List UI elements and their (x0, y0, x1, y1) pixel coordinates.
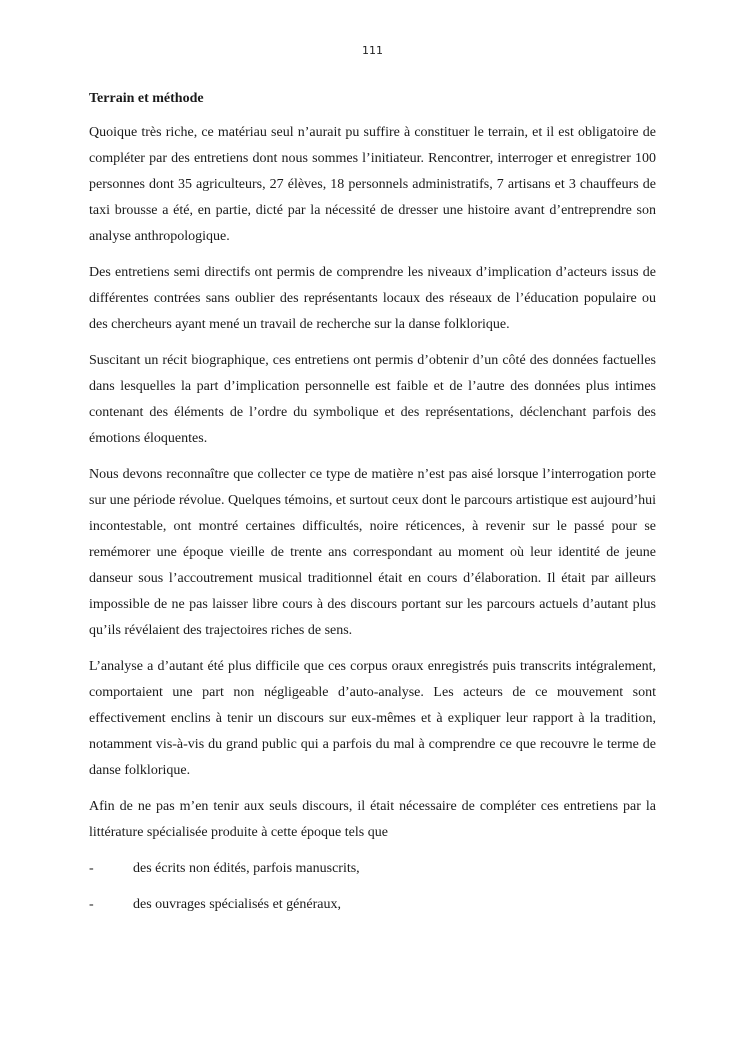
list-item (89, 892, 656, 918)
list-marker: - (89, 861, 94, 876)
list-item (89, 856, 656, 882)
section-heading: Terrain et méthode (89, 91, 204, 106)
page-content (89, 86, 656, 928)
list-item-text: des écrits non édités, parfois manuscrits, (133, 861, 360, 876)
page-number: 111 (362, 44, 383, 57)
paragraph: L’analyse a d’autant été plus difficile que ces corpus oraux enregistrés puis transcrits intégralement, comportaient une part non négligeable d’auto-analyse. Les acteurs de ce mouvement sont effectivement enclins à tenir un discours sur eux-mêmes et à expliquer leur rapport à la tradition, notamment vis-à-vis du grand public qui a parfois du mal à comprendre ce que recouvre le terme de danse folklorique. (89, 659, 656, 778)
paragraph: Des entretiens semi directifs ont permis de comprendre les niveaux d’implication d’acteurs issus de différentes contrées sans oublier des représentants locaux des réseaux de l’éducation populaire ou des chercheurs ayant mené un travail de recherche sur la danse folklorique. (89, 265, 656, 332)
list-item-text: des ouvrages spécialisés et généraux, (133, 897, 341, 912)
paragraph: Afin de ne pas m’en tenir aux seuls discours, il était nécessaire de compléter ces entretiens par la littérature spécialisée produite à cette époque tels que (89, 799, 656, 840)
paragraph: Nous devons reconnaître que collecter ce type de matière n’est pas aisé lorsque l’interrogation porte sur une période révolue. Quelques témoins, et surtout ceux dont le parcours artistique est aujourd’hui incontestable, ont montré certaines difficultés, noire réticences, à revenir sur le passé pour se remémorer une époque vieille de trente ans correspondant au moment où leur identité de jeune danseur sous l’accoutrement musical traditionnel était en cours d’élaboration. Il était par ailleurs impossible de ne pas laisser libre cours à des discours portant sur les parcours actuels d’autant plus qu’ils révélaient des trajectoires riches de sens. (89, 467, 656, 638)
paragraph: Suscitant un récit biographique, ces entretiens ont permis d’obtenir d’un côté des données factuelles dans lesquelles la part d’implication personnelle est faible et de l’autre des données plus intimes contenant des éléments de l’ordre du symbolique et des représentations, déclenchant parfois des émotions éloquentes. (89, 353, 656, 446)
list-marker: - (89, 897, 94, 912)
paragraph: Quoique très riche, ce matériau seul n’aurait pu suffire à constituer le terrain, et il est obligatoire de compléter par des entretiens dont nous sommes l’initiateur. Rencontrer, interroger et enregistrer 100 personnes dont 35 agriculteurs, 27 élèves, 18 personnels administratifs, 7 artisans et 3 chauffeurs de taxi brousse a été, en partie, dicté par la nécessité de dresser une histoire avant d’entreprendre son analyse anthropologique. (89, 125, 656, 244)
